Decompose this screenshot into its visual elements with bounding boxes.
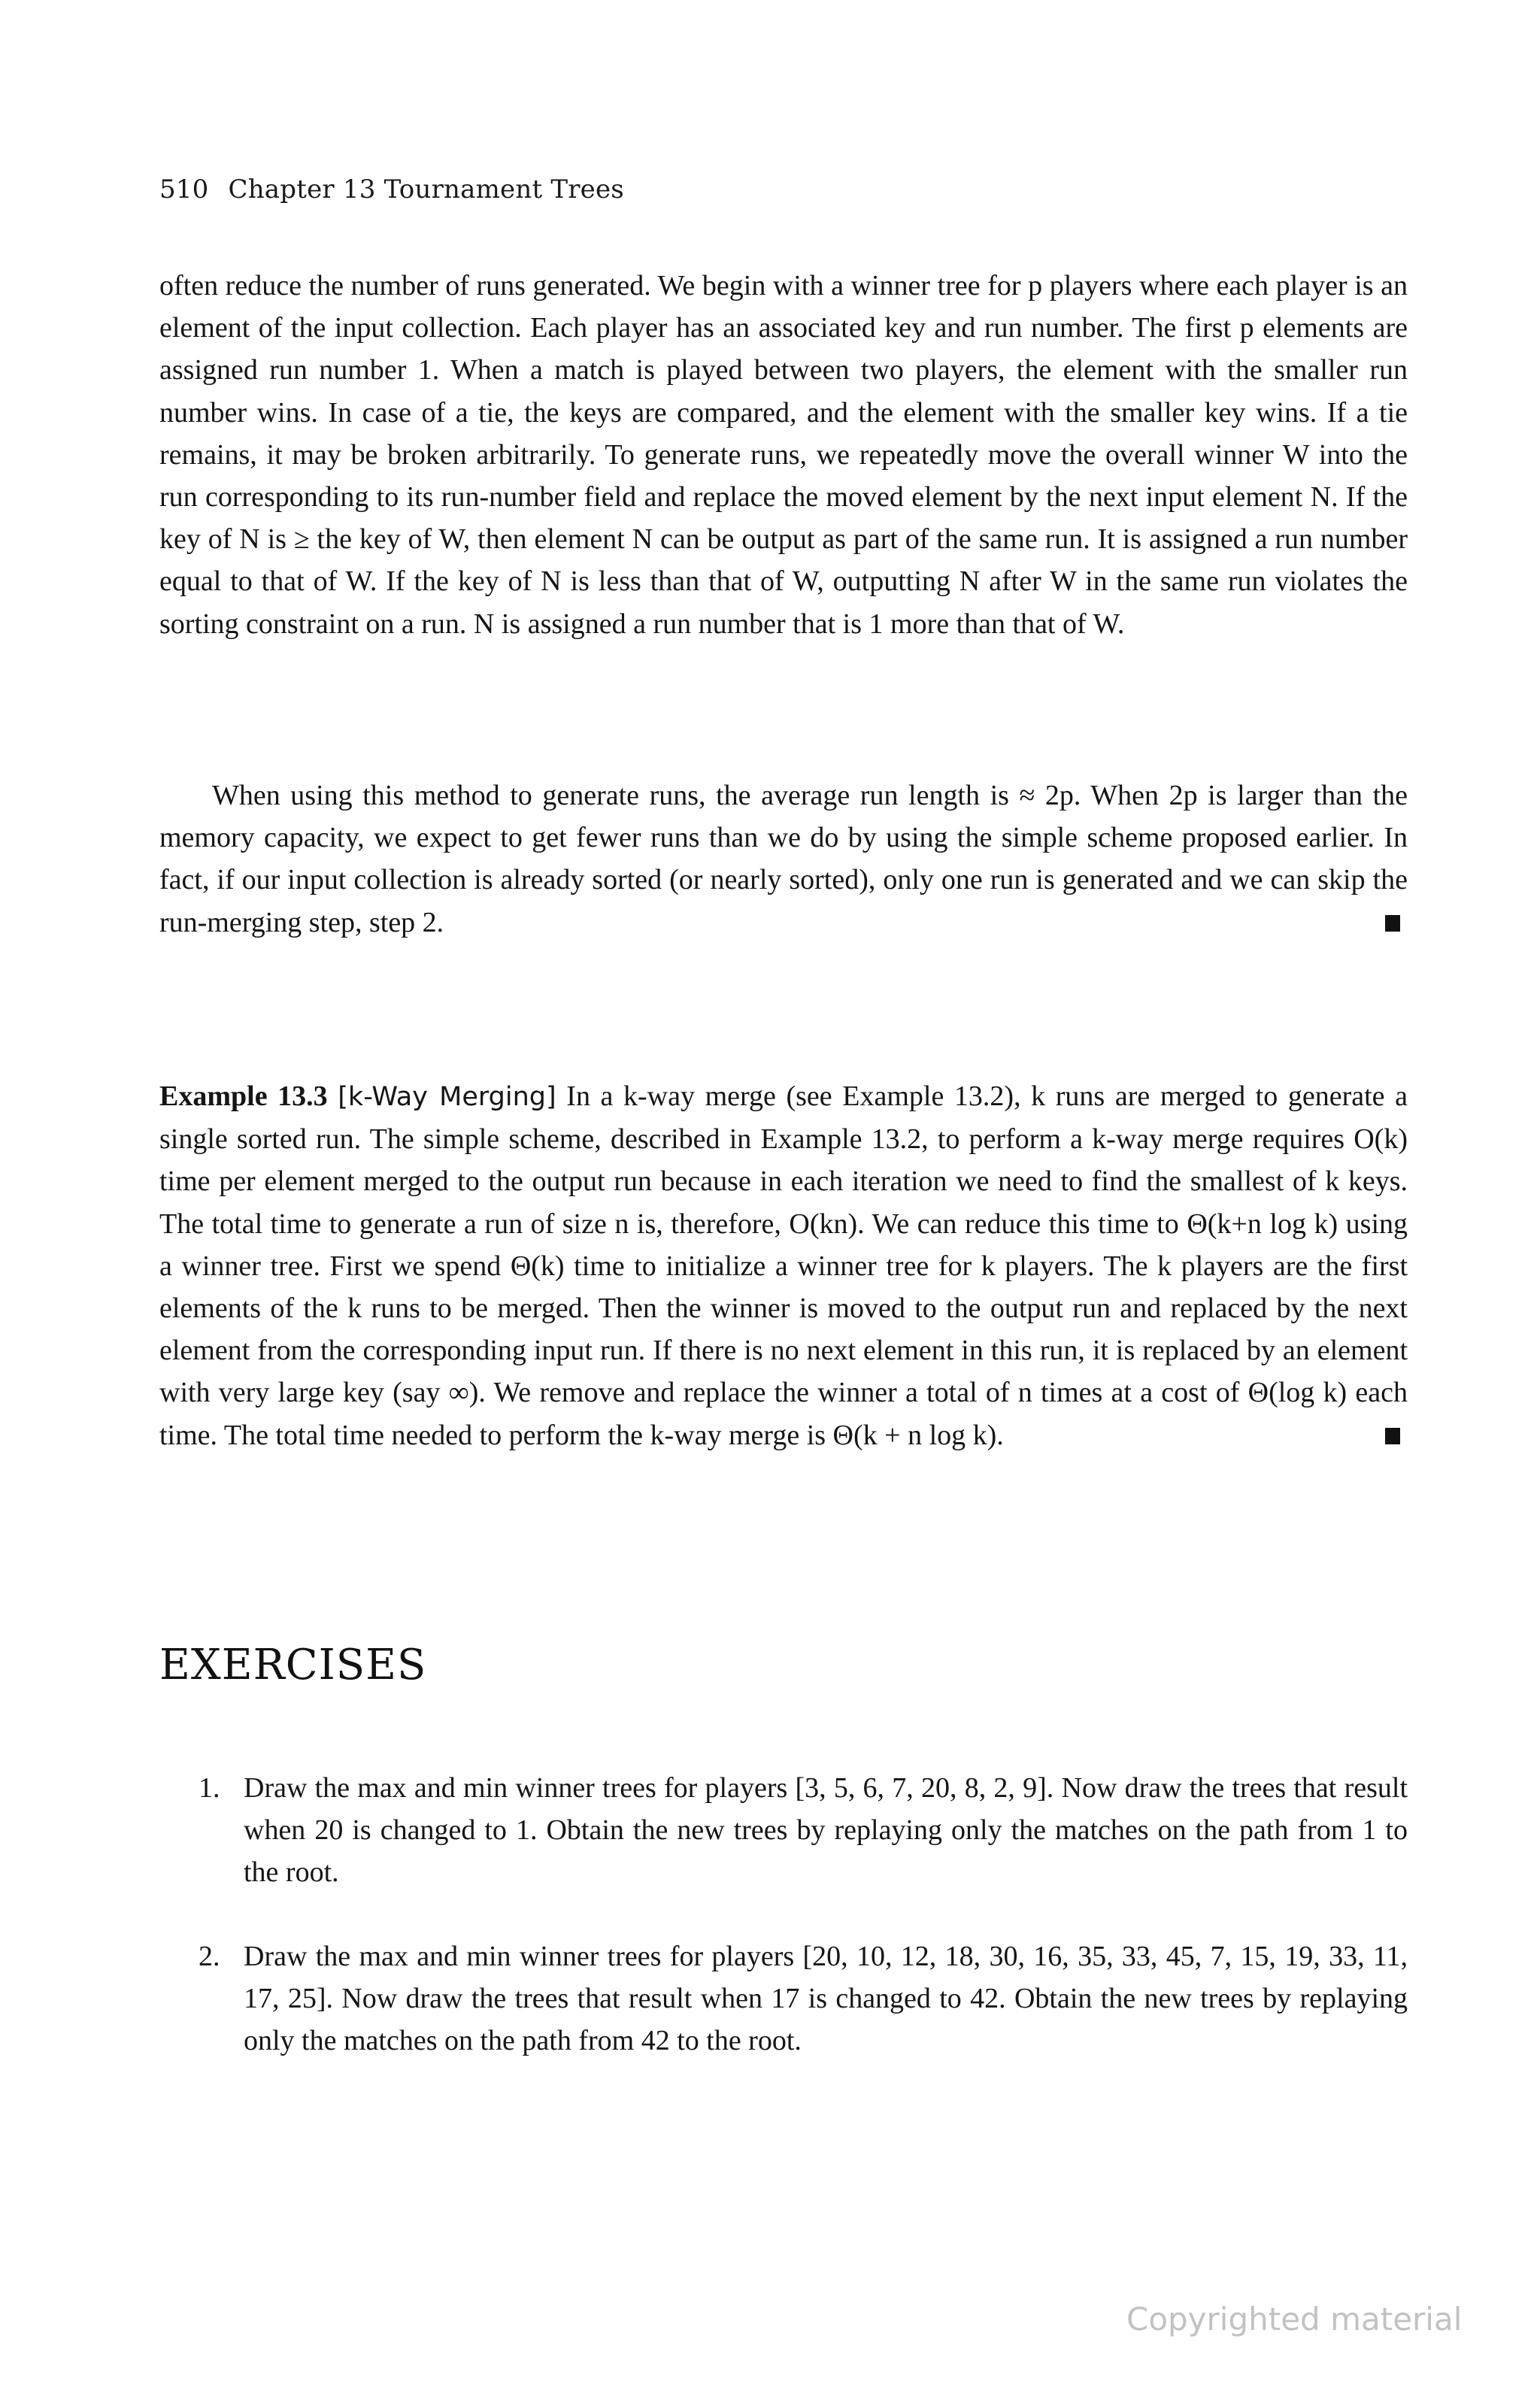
exercise-item (159, 1767, 1408, 1894)
exercise-item (159, 1935, 1408, 2062)
end-of-example-square-icon (1385, 1428, 1400, 1444)
exercise-text: Draw the max and min winner trees for players [3, 5, 6, 7, 20, 8, 2, 9]. Now draw the trees that result when 20 is changed to 1. Obtain the new trees by replaying only the matches on the path from 1 to the root. (244, 1772, 1408, 1889)
example-label: Example 13.3 (159, 1080, 328, 1112)
exercise-number: 1. (199, 1772, 220, 1804)
exercise-text: Draw the max and min winner trees for players [20, 10, 12, 18, 30, 16, 35, 33, 45, 7, 15, 19, 33, 11, 17, 25]. Now draw the trees that result when 17 is changed to 42. Obtain the new trees by replaying only the matches on the path from 42 to the root. (244, 1941, 1408, 2057)
end-of-proof-square-icon (1385, 915, 1400, 932)
paragraph-text: often reduce the number of runs generated. We begin with a winner tree for p players where each player is an element of the input collection. Each player has an associated key and run number. The first p elements are assigned run number 1. When a match is played between two players, the element with the smaller run number wins. In case of a tie, the keys are compared, and the element with the smaller key wins. If a tie remains, it may be broken arbitrarily. To generate runs, we repeatedly move the overall winner W into the run corresponding to its run-number field and replace the moved element by the next input element N. If the key of N is ≥ the key of W, then element N can be output as part of the same run. It is assigned a run number equal to that of W. If the key of N is less than that of W, outputting N after W in the same run violates the sorting constraint on a run. N is assigned a run number that is 1 more than that of W. (159, 270, 1408, 640)
copyright-watermark: Copyrighted material (1126, 2301, 1463, 2338)
running-header (159, 174, 624, 205)
paragraph-text: When using this method to generate runs, the average run length is ≈ 2p. When 2p is larger than the memory capacity, we expect to get fewer runs than we do by using the simple scheme proposed earlier. In fact, if our input collection is already sorted (or nearly sorted), only one run is generated and we can skip the run-merging step, step 2. (159, 780, 1408, 938)
page-number: 510 (159, 174, 209, 205)
example-text: In a k-way merge (see Example 13.2), k runs are merged to generate a single sorted run. The simple scheme, described in Example 13.2, to perform a k-way merge requires O(k) time per element merged to the output run because in each iteration we need to find the smallest of k keys. The total time to generate a run of size n is, therefore, O(kn). We can reduce this time to Θ(k+n log k) using a winner tree. First we spend Θ(k) time to initialize a winner tree for k players. The k players are the first elements of the k runs to be merged. Then the winner is moved to the output run and replaced by the next element from the corresponding input run. If there is no next element in this run, it is replaced by an element with very large key (say ∞). We remove and replace the winner a total of n times at a cost of Θ(log k) each time. The total time needed to perform the k-way merge is Θ(k + n log k). (159, 1080, 1408, 1451)
example-13-3 (159, 1075, 1408, 1456)
exercises-heading: EXERCISES (159, 1641, 427, 1689)
chapter-title: Chapter 13 Tournament Trees (228, 174, 624, 205)
exercise-number: 2. (199, 1941, 220, 1972)
example-tag: [k-Way Merging] (338, 1082, 556, 1112)
paragraph-run-generation (159, 265, 1408, 645)
paragraph-average-run-length (159, 774, 1408, 944)
